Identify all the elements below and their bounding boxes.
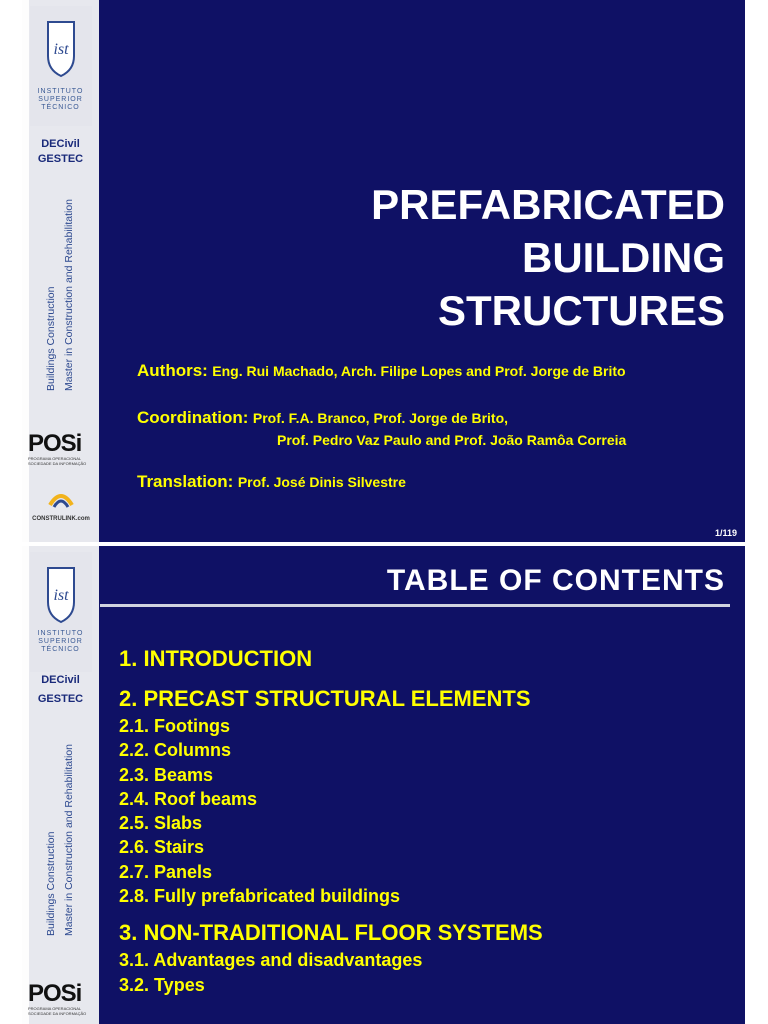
toc-subsection-item: 2.2. Columns (119, 740, 232, 761)
coordination-value-2: Prof. Pedro Vaz Paulo and Prof. João Ramôa Correia (277, 432, 627, 448)
toc-subsection-item: 2.6. Stairs (119, 837, 205, 858)
dept-decivil: DECivil (41, 138, 80, 150)
toc-section-item: 3. NON-TRADITIONAL FLOOR SYSTEMS (119, 920, 543, 946)
toc-title: TABLE OF CONTENTS (386, 564, 725, 597)
course-line-2: Master in Construction and Rehabilitation (63, 743, 75, 937)
vertical-course-text (28, 730, 92, 950)
dept-decivil: DECivil (41, 674, 80, 686)
toc-subsection-item: 2.4. Roof beams (119, 788, 258, 809)
ist-shield-icon (46, 566, 76, 624)
toc-subsection-item: 2.5. Slabs (119, 813, 203, 834)
toc-subsection-item: 2.8. Fully prefabricated buildings (119, 886, 401, 907)
svg-text:ist: ist (53, 587, 69, 604)
toc-subsection-item: 2.1. Footings (119, 716, 231, 736)
coordination-label: Coordination: (137, 408, 249, 427)
toc-section-item: 1. INTRODUCTION (119, 646, 313, 671)
toc-subsection-item: 3.1. Advantages and disadvantages (119, 950, 423, 971)
ist-shield-icon (46, 20, 76, 78)
authors-label: Authors: (137, 361, 208, 380)
slide-sidebar (22, 0, 99, 542)
presentation-title: PREFABRICATED BUILDING STRUCTURES (371, 181, 725, 334)
authors-line (137, 361, 626, 381)
translation-line (137, 472, 406, 492)
coordination-line-2 (277, 432, 626, 450)
translation-value: Prof. José Dinis Silvestre (237, 474, 406, 490)
slide-2 (22, 546, 745, 1024)
toc-list (119, 644, 543, 997)
svg-text:ist: ist (53, 41, 69, 58)
dept-gestec: GESTEC (37, 153, 84, 165)
vertical-course-text (28, 185, 92, 405)
coordination-line (137, 408, 508, 428)
course-line-2: Master in Construction and Rehabilitation (63, 198, 75, 392)
coordination-value-1: Prof. F.A. Branco, Prof. Jorge de Brito, (252, 410, 509, 426)
slide-1 (22, 0, 745, 542)
toc-subsection-item: 2.3. Beams (119, 764, 214, 785)
course-line-1: Buildings Construction (45, 831, 57, 937)
dept-gestec: GESTEC (37, 693, 84, 705)
construlink-logo: CONSTRULINK.com (28, 485, 94, 522)
institute-name: INSTITUTO SUPERIOR TÉCNICO (37, 88, 84, 111)
toc-subsection-item: 3.2. Types (119, 974, 205, 995)
ist-logo (30, 552, 92, 672)
course-line-1: Buildings Construction (45, 286, 57, 392)
slide-number: 1/119 (714, 528, 737, 538)
toc-section-item: 2. PRECAST STRUCTURAL ELEMENTS (119, 686, 531, 711)
toc-subsection-item: 2.7. Panels (119, 861, 213, 882)
construlink-icon (46, 485, 76, 511)
authors-value: Eng. Rui Machado, Arch. Filipe Lopes and Prof. Jorge de Brito (212, 363, 626, 379)
slide-sidebar (22, 546, 99, 1024)
translation-label: Translation: (137, 472, 234, 491)
institute-name: INSTITUTO SUPERIOR TÉCNICO (37, 630, 84, 653)
posi-logo: POSi PROGRAMA OPERACIONAL SOCIEDADE DA INFORMAÇÃO (28, 980, 87, 1016)
title-divider (100, 604, 730, 607)
posi-logo: POSi PROGRAMA OPERACIONAL SOCIEDADE DA INFORMAÇÃO (28, 430, 87, 466)
